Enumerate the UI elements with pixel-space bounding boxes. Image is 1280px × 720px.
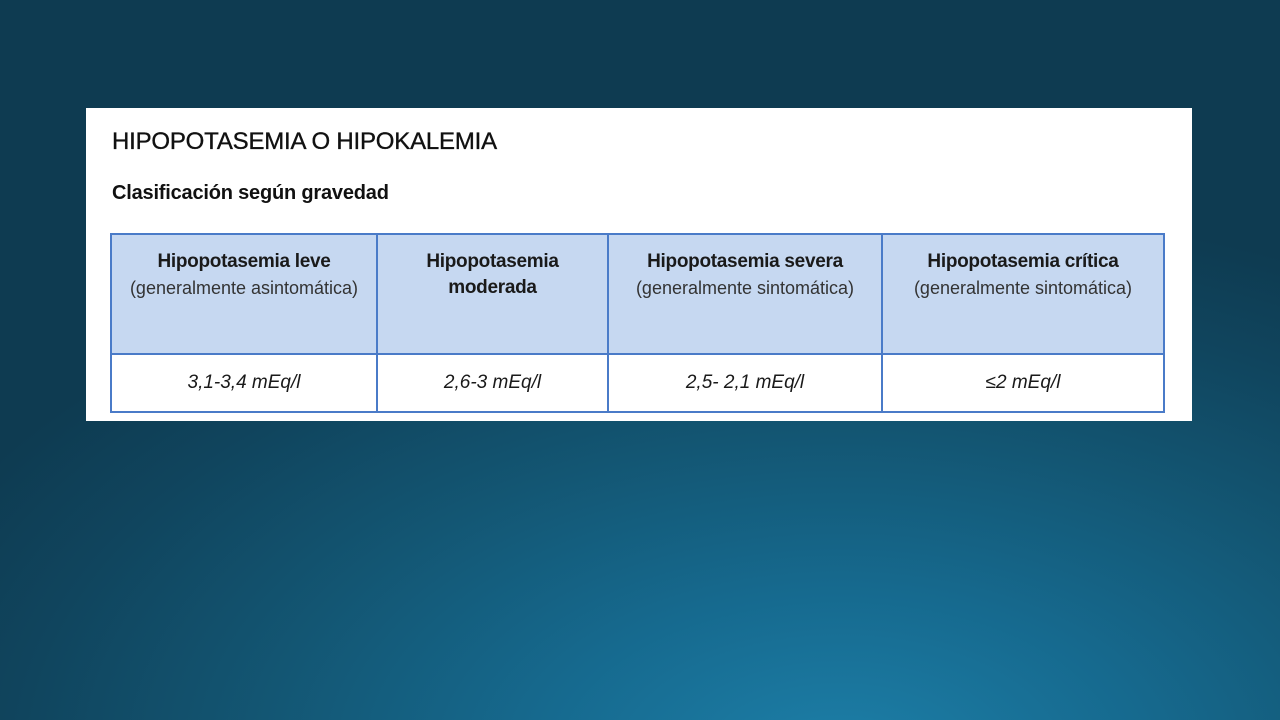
header-note: (generalmente sintomática) [635, 278, 855, 298]
value-cell-severa: 2,5- 2,1 mEq/l [608, 354, 882, 412]
header-cell-critica [882, 234, 1164, 354]
header-heading: Hipopotasemia moderada [426, 251, 559, 298]
value-cell-leve: 3,1-3,4 mEq/l [111, 354, 377, 412]
severity-table [110, 233, 1165, 413]
header-cell-moderada [377, 234, 608, 354]
header-note: (generalmente sintomática) [913, 278, 1133, 298]
section-subtitle: Clasificación según gravedad [112, 182, 389, 204]
header-heading: Hipopotasemia severa [647, 251, 843, 272]
header-cell-severa [608, 234, 882, 354]
header-heading: Hipopotasemia crítica [927, 251, 1119, 272]
value-cell-critica: ≤2 mEq/l [882, 354, 1164, 412]
header-note: (generalmente asintomática) [129, 278, 359, 298]
page-title: HIPOPOTASEMIA O HIPOKALEMIA [112, 128, 497, 155]
content-card [86, 108, 1192, 421]
table-row [111, 354, 1164, 412]
header-cell-leve [111, 234, 377, 354]
table-header-row [111, 234, 1164, 354]
value-cell-moderada: 2,6-3 mEq/l [377, 354, 608, 412]
header-heading: Hipopotasemia leve [157, 251, 331, 272]
